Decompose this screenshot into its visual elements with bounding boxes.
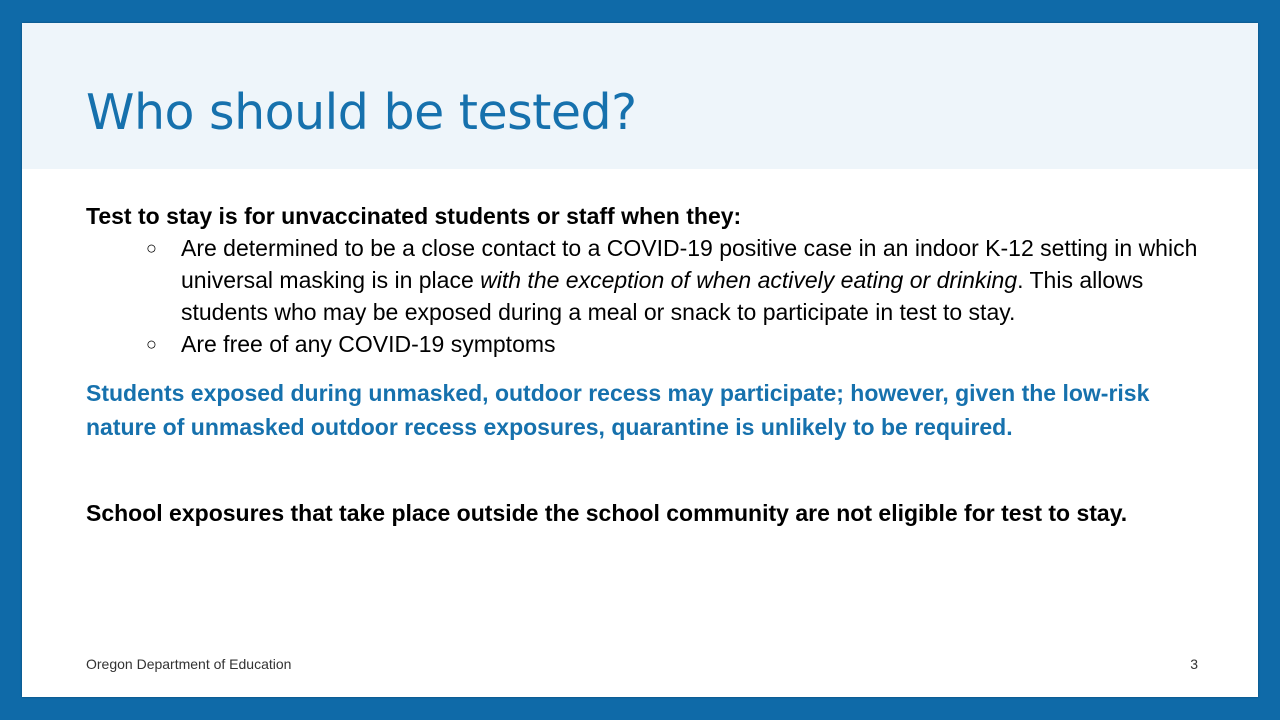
slide-title: Who should be tested? xyxy=(86,84,637,141)
recess-callout: Students exposed during unmasked, outdoor recess may participate; however, given the low-risk nature of unmasked outdoor recess exposures, quarantine is unlikely to be required. xyxy=(86,380,1150,440)
eligibility-note: School exposures that take place outside the school community are not eligible for test to stay. xyxy=(86,500,1128,526)
bullet-list xyxy=(86,232,1206,360)
bullet-item xyxy=(86,328,1206,360)
bullet-item xyxy=(86,232,1206,328)
bullet-text-emphasis: with the exception of when actively eating or drinking xyxy=(480,267,1018,293)
bullet-text: Are free of any COVID-19 symptoms xyxy=(181,331,556,357)
footer-organization: Oregon Department of Education xyxy=(86,656,292,672)
slide-content xyxy=(86,200,1206,531)
bullet-text-continued: . This allows students who may be exposed during a meal or snack to participate in test to stay. xyxy=(181,267,1144,325)
bullet-text: Are determined to be a close contact to a COVID-19 positive case in an indoor K-12 setting in which universal masking is in place xyxy=(181,235,1198,293)
slide xyxy=(22,23,1258,697)
hollow-circle-bullet-icon: ○ xyxy=(146,238,157,258)
hollow-circle-bullet-icon: ○ xyxy=(146,334,157,354)
lead-text: Test to stay is for unvaccinated students or staff when they: xyxy=(86,203,742,229)
page-number: 3 xyxy=(1190,656,1198,672)
